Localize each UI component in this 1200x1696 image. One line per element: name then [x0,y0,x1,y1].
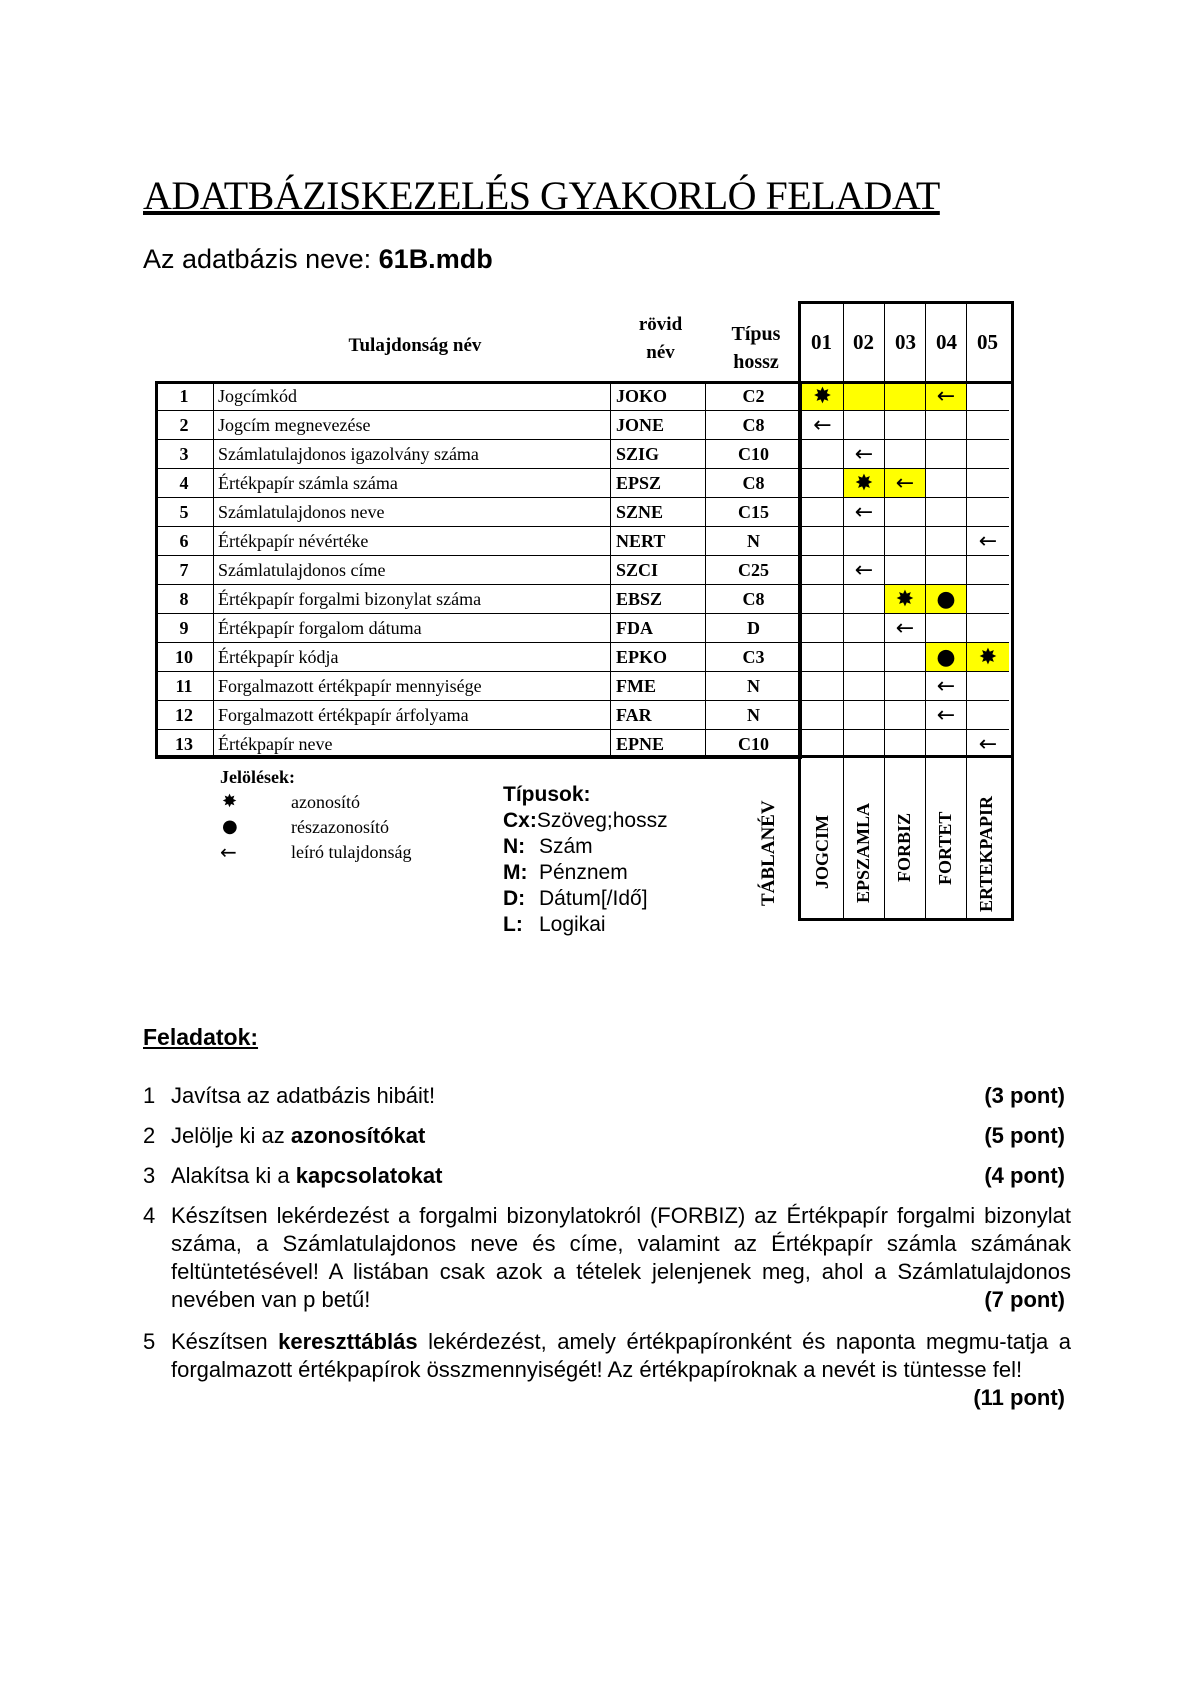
task-number: 5 [143,1329,156,1354]
task-text [171,1328,1071,1384]
table-num-05: 05 [977,330,998,354]
table-mark-05 [967,498,1009,527]
table-mark-05 [967,701,1009,730]
type-length: C15 [706,498,802,527]
legend-title: Jelölések: [220,767,295,787]
row-number: 11 [155,672,214,701]
table-name-forbiz: FORBIZ [894,812,914,882]
legend-symbol-identifier: ✸ [222,791,238,812]
table-mark-02 [844,527,885,556]
table-name-label: TÁBLANÉV [758,800,779,906]
short-name: EPNE [611,730,706,759]
type-length: C8 [706,585,802,614]
table-mark-01 [802,730,844,759]
type-length: C2 [706,382,802,411]
row-number: 2 [155,411,214,440]
table-mark-04: ● [926,643,967,672]
table-mark-05 [967,469,1009,498]
task-text-bold: kereszttáblás [278,1329,418,1354]
table-mark-04: ← [926,701,967,730]
property-name: Jogcímkód [214,382,611,411]
row-number: 6 [155,527,214,556]
table-mark-01 [802,469,844,498]
header-short-name-line1: rövid [638,314,683,335]
table-mark-02: ← [844,556,885,585]
short-name: SZIG [611,440,706,469]
task-points: (4 pont) [984,1163,1065,1188]
row-number: 9 [155,614,214,643]
task-text-pre: Jelölje ki az [171,1123,291,1148]
table-row [155,614,1015,643]
types-title: Típusok: [503,783,591,806]
task-number: 2 [143,1123,156,1148]
task-text-post: at [422,1163,443,1188]
short-name: FAR [611,701,706,730]
row-number: 5 [155,498,214,527]
table-mark-05 [967,585,1009,614]
table-num-04: 04 [936,330,957,354]
header-type-length [708,320,804,376]
short-name: SZNE [611,498,706,527]
table-mark-01 [802,585,844,614]
short-name: FME [611,672,706,701]
task-text [171,1122,1071,1150]
table-mark-03: ← [885,614,926,643]
table-mark-04 [926,614,967,643]
table-name-fortet: FORTET [935,811,955,885]
type-label: Dátum[/Idő] [539,887,648,910]
table-mark-01 [802,498,844,527]
table-mark-05 [967,672,1009,701]
table-mark-05 [967,382,1009,411]
short-name: EPSZ [611,469,706,498]
task-points: (3 pont) [984,1083,1065,1108]
table-mark-04 [926,527,967,556]
table-mark-01 [802,672,844,701]
table-mark-03: ✸ [885,585,926,614]
table-mark-04: ← [926,672,967,701]
table-mark-01 [802,440,844,469]
table-mark-02 [844,585,885,614]
short-name: JONE [611,411,706,440]
table-mark-01: ← [802,411,844,440]
table-row [155,672,1015,701]
short-name: EPKO [611,643,706,672]
task-text-pre: Alakítsa ki a [171,1163,296,1188]
table-mark-05: ← [978,732,998,757]
row-number: 1 [155,382,214,411]
table-mark-03 [885,730,926,759]
task-text [171,1162,1071,1190]
table-mark-05: ✸ [967,643,1009,672]
type-label: Szöveg;hossz [536,809,668,832]
table-mark-02 [844,614,885,643]
property-name: Jogcím megnevezése [214,411,611,440]
short-name: SZCI [611,556,706,585]
table-mark-03 [885,527,926,556]
table-mark-02: ✸ [844,469,885,498]
task-4 [143,1202,1071,1317]
type-length: C10 [706,440,802,469]
legend-symbol-partial-identifier: ● [222,816,238,837]
table-mark-05 [967,614,1009,643]
property-name: Értékpapír névértéke [214,527,611,556]
types-list [503,808,668,938]
task-points: (7 pont) [976,1286,1065,1314]
table-mark-03 [885,382,926,411]
type-length: C10 [706,730,802,759]
table-mark-02: ← [844,498,885,527]
table-mark-02 [844,672,885,701]
type-code: D: [503,887,526,910]
row-number: 12 [155,701,214,730]
table-mark-02 [844,411,885,440]
table-mark-03 [885,556,926,585]
header-short-name-line2: név [646,342,675,363]
task-text-post: lekérdezést, amely értékpapíronként és naponta megmu-tatja a forgalmazott értékpapírok összmennyiségét! Az értékpapíroknak a nevét is tüntesse fel! [171,1329,1071,1382]
property-name: Számlatulajdonos címe [214,556,611,585]
type-length: C25 [706,556,802,585]
type-length: D [706,614,802,643]
table-row [155,527,1015,556]
table-mark-04 [926,730,967,759]
task-number: 4 [143,1203,156,1228]
task-number: 3 [143,1163,156,1188]
task-3 [143,1162,1071,1192]
page-title: ADATBÁZISKEZELÉS GYAKORLÓ FELADAT [143,173,940,218]
table-row [155,411,1015,440]
table-mark-03 [885,411,926,440]
type-length: N [706,672,802,701]
task-text-pre: Készítsen [171,1329,279,1354]
table-num-02: 02 [853,330,874,354]
table-row [155,730,1015,759]
task-1 [143,1082,1071,1112]
legend-label-descriptor: leíró tulajdonság [291,842,412,862]
table-mark-03 [885,643,926,672]
property-name: Forgalmazott értékpapír mennyisége [214,672,611,701]
task-text: Javítsa az adatbázis hibáit! [171,1083,436,1108]
table-num-03: 03 [895,330,916,354]
task-points: (11 pont) [965,1384,1065,1412]
table-mark-05 [967,411,1009,440]
task-number: 1 [143,1083,156,1108]
legend-label-identifier: azonosító [291,792,360,812]
table-name-jogcim: JOGCIM [812,815,832,889]
type-item-text [503,808,668,834]
table-mark-04 [926,469,967,498]
table-mark-05 [967,556,1009,585]
table-row [155,498,1015,527]
table-mark-04 [926,440,967,469]
table-mark-03 [885,498,926,527]
table-mark-05 [967,440,1009,469]
row-number: 4 [155,469,214,498]
table-mark-03 [885,701,926,730]
table-mark-05: ← [967,527,1009,556]
property-name: Értékpapír forgalmi bizonylat száma [214,585,611,614]
type-length: C3 [706,643,802,672]
table-mark-04 [926,498,967,527]
tasks-title: Feladatok: [143,1024,259,1050]
short-name: NERT [611,527,706,556]
property-name: Számlatulajdonos igazolvány száma [214,440,611,469]
table-mark-04: ← [926,382,967,411]
header-property-name: Tulajdonság név [348,335,482,356]
type-code: N: [503,835,526,858]
type-code: M: [503,861,528,884]
type-length: C8 [706,411,802,440]
task-text-bold: kapcsolatok [295,1163,423,1188]
row-number: 3 [155,440,214,469]
table-mark-04 [926,556,967,585]
database-name-label: Az adatbázis neve: [143,244,379,274]
table-mark-01 [802,614,844,643]
table-header-frame-right [1011,301,1014,381]
property-name: Forgalmazott értékpapír árfolyama [214,701,611,730]
table-name-ertekpapir: ERTEKPAPIR [976,795,996,912]
type-label: Logikai [539,913,606,936]
table-mark-04: ● [926,585,967,614]
row-number: 13 [155,730,214,759]
row-number: 7 [155,556,214,585]
type-code: L: [503,913,523,936]
type-item-currency [503,860,668,886]
table-num-01: 01 [811,330,832,354]
property-table-separator [798,381,801,758]
task-5 [143,1328,1071,1418]
header-short-name [613,311,708,367]
type-label: Pénznem [539,861,628,884]
task-text-bold: azonosító [290,1123,394,1148]
task-text: Készítsen lekérdezést a forgalmi bizonylatokról (FORBIZ) az Értékpapír forgalmi bizonylat száma, a Számlatulajdonos neve és címe, valamint az Értékpapír számla számának feltüntetésével! A listában csak azok a tételek jelenjenek meg, ahol a Számlatulajdonos nevében van p betű! [171,1203,1071,1312]
type-item-number [503,834,668,860]
type-length: C8 [706,469,802,498]
header-type-line1: Típus [731,323,781,345]
table-mark-02 [844,643,885,672]
table-row [155,469,1015,498]
table-mark-01 [802,643,844,672]
table-mark-02 [844,730,885,759]
property-name: Értékpapír forgalom dátuma [214,614,611,643]
table-mark-02: ← [844,440,885,469]
table-name-epszamla: EPSZAMLA [853,802,873,903]
type-label: Szám [539,835,593,858]
short-name: FDA [611,614,706,643]
row-number: 8 [155,585,214,614]
table-row [155,585,1015,614]
property-name: Értékpapír számla száma [214,469,611,498]
short-name: EBSZ [611,585,706,614]
table-mark-02 [844,701,885,730]
legend-label-partial-identifier: részazonosító [291,817,389,837]
table-mark-02 [844,382,885,411]
table-row [155,556,1015,585]
table-mark-03: ← [885,469,926,498]
row-number: 10 [155,643,214,672]
property-name: Értékpapír neve [214,730,611,759]
database-name: 61B.mdb [378,244,493,274]
type-code: Cx: [503,809,537,832]
task-text-post: kat [393,1123,426,1148]
table-mark-03 [885,672,926,701]
task-2 [143,1122,1071,1152]
short-name: JOKO [611,382,706,411]
table-mark-04 [926,411,967,440]
type-length: N [706,701,802,730]
property-name: Számlatulajdonos neve [214,498,611,527]
table-mark-01: ✸ [802,382,844,411]
table-mark-03 [885,440,926,469]
table-mark-01 [802,556,844,585]
table-header-frame-top [798,301,1014,304]
table-row [155,701,1015,730]
table-row [155,643,1015,672]
table-mark-01 [802,527,844,556]
type-item-date [503,886,668,912]
legend-symbol-descriptor: ← [220,840,237,864]
property-name: Értékpapír kódja [214,643,611,672]
table-row [155,382,1015,411]
type-item-logical [503,912,668,938]
table-row [155,440,1015,469]
type-length: N [706,527,802,556]
task-points: (5 pont) [984,1123,1065,1148]
database-name-line [143,244,493,275]
table-mark-01 [802,701,844,730]
header-type-line2: hossz [733,351,779,373]
